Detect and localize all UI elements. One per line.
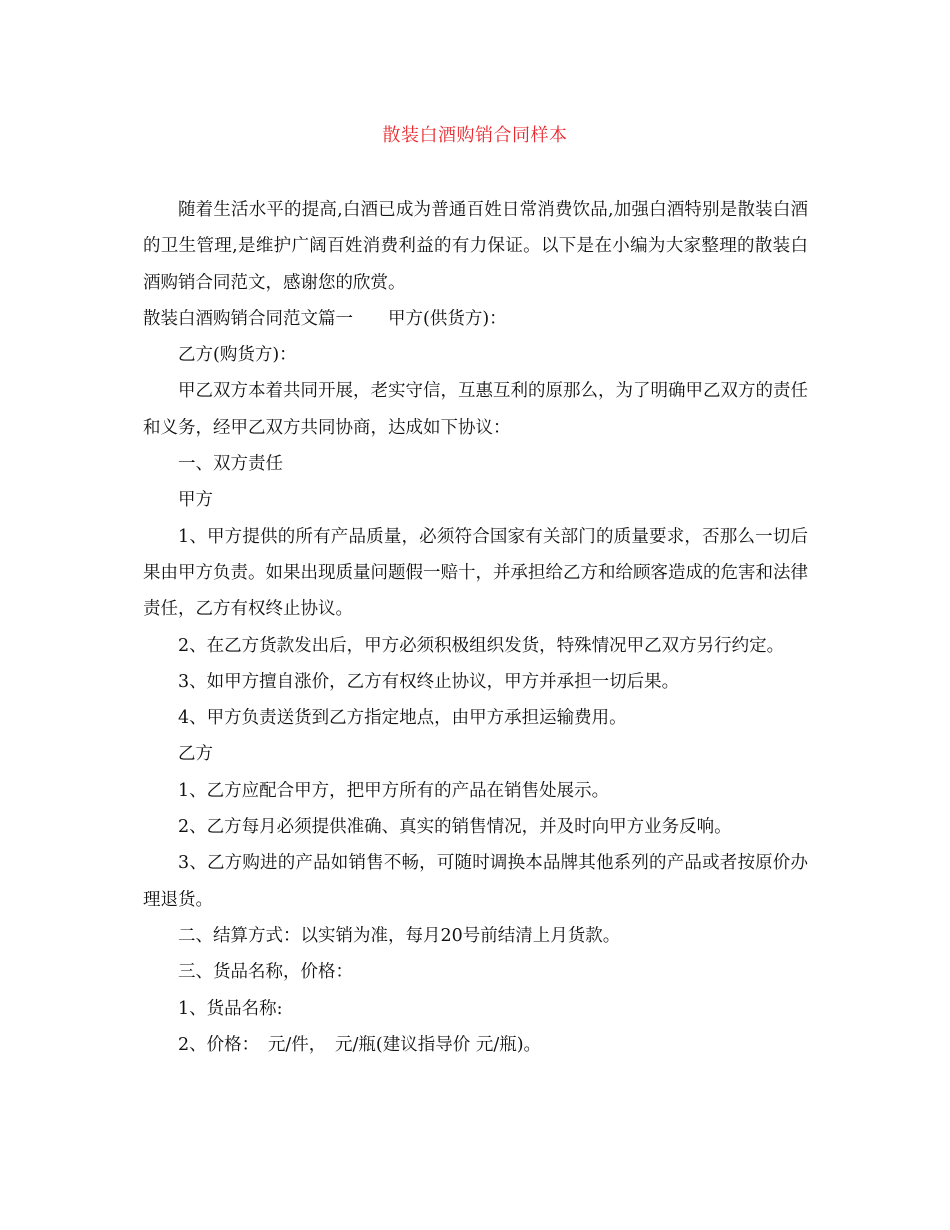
goods-price-line: 2、价格： 元/件， 元/瓶(建议指导价 元/瓶)。 — [178, 1034, 542, 1055]
party-b-clause-2: 2、乙方每月必须提供准确、真实的销售情况，并及时向甲方业务反响。 — [178, 817, 732, 838]
goods-name-line: 1、货品名称: — [178, 998, 283, 1019]
intro-paragraph: 随着生活水平的提高,白酒已成为普通百姓日常消费饮品,加强白酒特别是散装白酒的卫生管理,是维护广阔百姓消费利益的有力保证。以下是在小编为大家整理的散装白酒购销合同范文，感谢您的欣赏。 — [143, 200, 808, 293]
party-a-heading: 甲方 — [178, 490, 213, 511]
document-body — [143, 192, 808, 1063]
settlement-clause: 二、结算方式：以实销为准，每月20号前结清上月货款。 — [178, 925, 621, 946]
party-a-clause-4: 4、甲方负责送货到乙方指定地点，由甲方承担运输费用。 — [178, 708, 627, 729]
party-b-clause-3: 3、乙方购进的产品如销售不畅，可随时调换本品牌其他系列的产品或者按原价办理退货。 — [143, 853, 808, 910]
party-b-clause-1: 1、乙方应配合甲方，把甲方所有的产品在销售处展示。 — [178, 780, 610, 801]
section-heading-parties: 散装白酒购销合同范文篇一 甲方(供货方)： — [143, 308, 507, 329]
goods-heading: 三、货品名称，价格： — [178, 962, 353, 983]
party-a-clause-3: 3、如甲方擅自涨价，乙方有权终止协议，甲方并承担一切后果。 — [178, 671, 680, 692]
document-title: 散装白酒购销合同样本 — [382, 125, 568, 146]
party-a-clause-2: 2、在乙方货款发出后，甲方必须积极组织发货，特殊情况甲乙双方另行约定。 — [178, 635, 785, 656]
party-b-line: 乙方(购货方)： — [178, 345, 297, 366]
agreement-preamble: 甲乙双方本着共同开展，老实守信，互惠互利的原那么，为了明确甲乙双方的责任和义务，经甲乙双方共同协商，达成如下协议： — [143, 381, 808, 438]
party-b-heading: 乙方 — [178, 744, 213, 765]
party-a-clause-1: 1、甲方提供的所有产品质量，必须符合国家有关部门的质量要求，否那么一切后果由甲方负责。如果出现质量问题假一赔十，并承担给乙方和给顾客造成的危害和法律责任，乙方有权终止协议。 — [143, 526, 808, 620]
section-heading-responsibilities: 一、双方责任 — [178, 454, 283, 475]
